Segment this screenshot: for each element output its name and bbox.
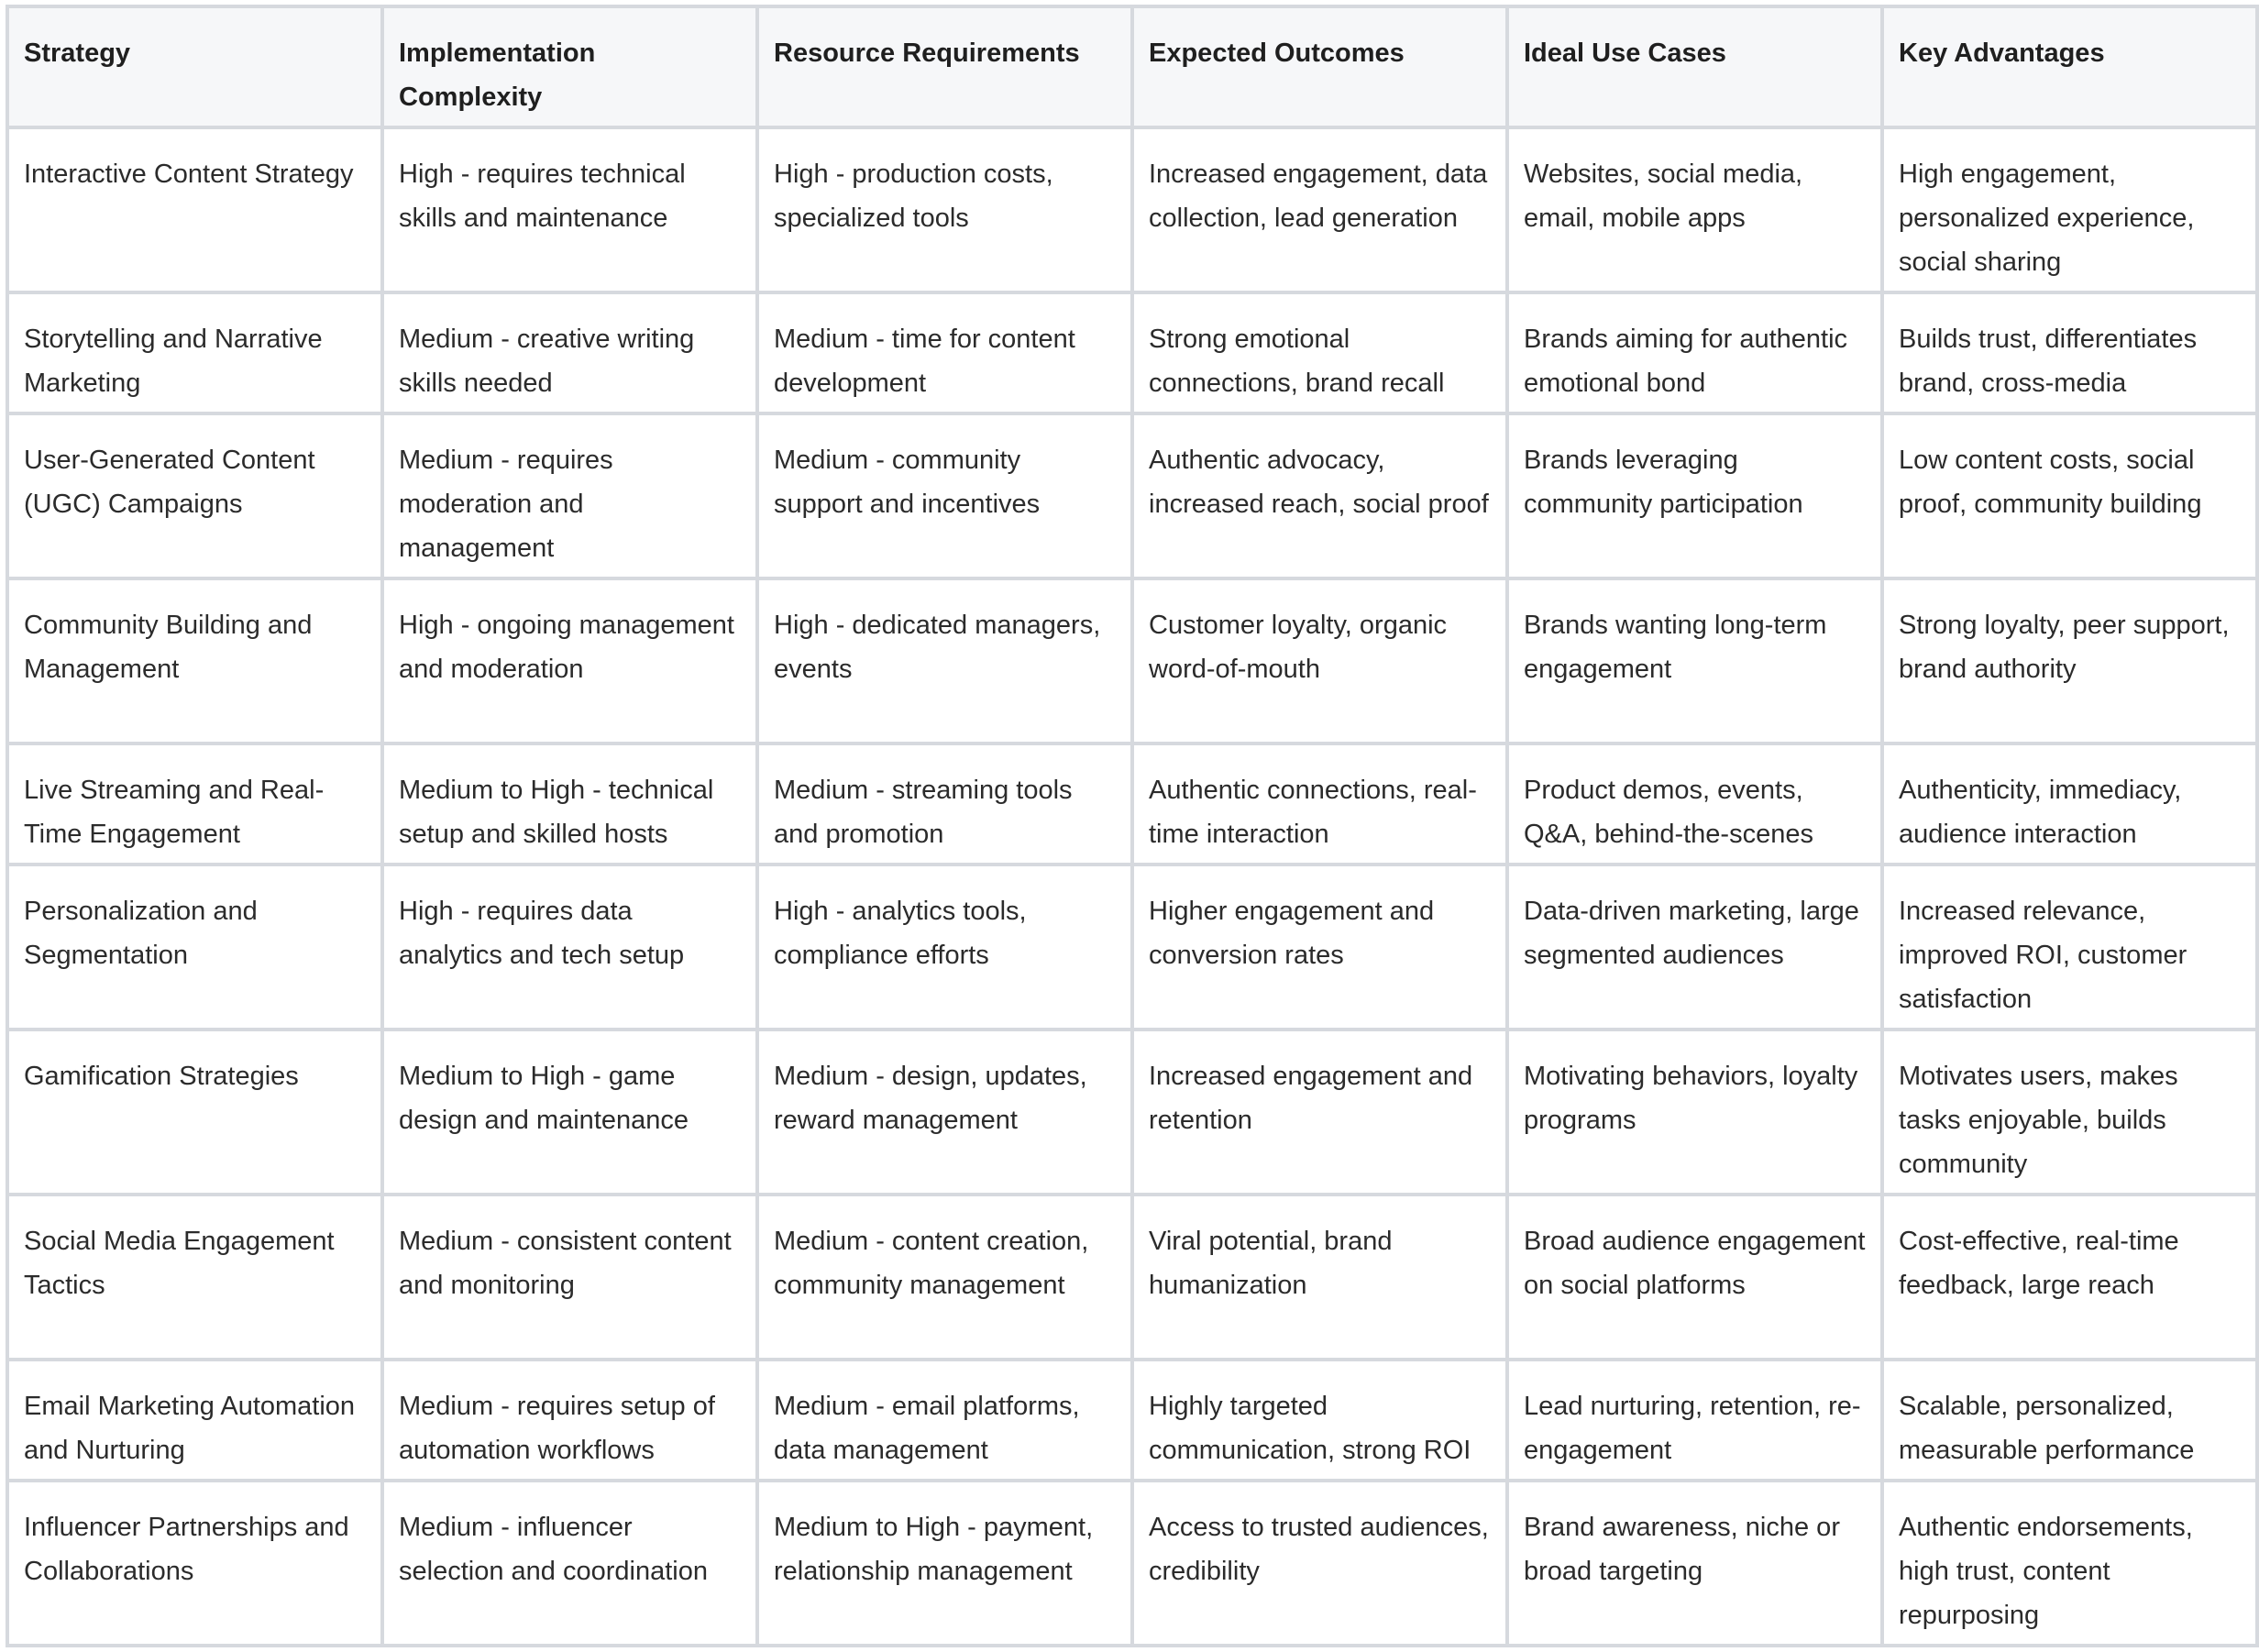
cell-ideal-use-cases: Product demos, events, Q&A, behind-the-scenes [1507,743,1882,865]
cell-key-advantages: Increased relevance, improved ROI, customer satisfaction [1882,865,2257,1030]
cell-strategy: Personalization and Segmentation [7,865,382,1030]
cell-ideal-use-cases: Broad audience engagement on social platforms [1507,1195,1882,1360]
cell-expected-outcomes: Customer loyalty, organic word-of-mouth [1132,578,1507,743]
cell-ideal-use-cases: Brands wanting long-term engagement [1507,578,1882,743]
strategy-comparison-table [6,5,2259,1647]
cell-key-advantages: Low content costs, social proof, community building [1882,413,2257,578]
cell-key-advantages: High engagement, personalized experience, social sharing [1882,127,2257,292]
cell-ideal-use-cases: Brand awareness, niche or broad targeting [1507,1481,1882,1646]
table-row [7,743,2257,865]
cell-expected-outcomes: Highly targeted communication, strong ROI [1132,1360,1507,1481]
cell-key-advantages: Cost-effective, real-time feedback, large reach [1882,1195,2257,1360]
cell-implementation-complexity: Medium - influencer selection and coordination [382,1481,757,1646]
cell-implementation-complexity: Medium - requires setup of automation workflows [382,1360,757,1481]
cell-implementation-complexity: High - ongoing management and moderation [382,578,757,743]
cell-implementation-complexity: Medium to High - game design and maintenance [382,1030,757,1195]
table-row [7,1360,2257,1481]
cell-strategy: Social Media Engagement Tactics [7,1195,382,1360]
cell-strategy: Influencer Partnerships and Collaborations [7,1481,382,1646]
cell-resource-requirements: Medium to High - payment, relationship management [757,1481,1132,1646]
cell-strategy: Email Marketing Automation and Nurturing [7,1360,382,1481]
header-strategy: Strategy [7,6,382,127]
cell-ideal-use-cases: Websites, social media, email, mobile apps [1507,127,1882,292]
cell-strategy: Interactive Content Strategy [7,127,382,292]
cell-expected-outcomes: Authentic advocacy, increased reach, social proof [1132,413,1507,578]
header-implementation-complexity: Implementation Complexity [382,6,757,127]
cell-resource-requirements: High - dedicated managers, events [757,578,1132,743]
table-row [7,1481,2257,1646]
header-resource-requirements: Resource Requirements [757,6,1132,127]
cell-resource-requirements: Medium - streaming tools and promotion [757,743,1132,865]
header-ideal-use-cases: Ideal Use Cases [1507,6,1882,127]
cell-implementation-complexity: Medium - consistent content and monitoring [382,1195,757,1360]
cell-strategy: Live Streaming and Real-Time Engagement [7,743,382,865]
table-header-row [7,6,2257,127]
table-row [7,578,2257,743]
cell-resource-requirements: Medium - community support and incentives [757,413,1132,578]
cell-ideal-use-cases: Lead nurturing, retention, re-engagement [1507,1360,1882,1481]
cell-resource-requirements: Medium - design, updates, reward management [757,1030,1132,1195]
cell-implementation-complexity: Medium to High - technical setup and skilled hosts [382,743,757,865]
table-row [7,127,2257,292]
cell-strategy: Gamification Strategies [7,1030,382,1195]
cell-strategy: Storytelling and Narrative Marketing [7,292,382,413]
cell-expected-outcomes: Access to trusted audiences, credibility [1132,1481,1507,1646]
table-row [7,292,2257,413]
cell-expected-outcomes: Viral potential, brand humanization [1132,1195,1507,1360]
header-expected-outcomes: Expected Outcomes [1132,6,1507,127]
cell-implementation-complexity: High - requires technical skills and maintenance [382,127,757,292]
cell-implementation-complexity: Medium - creative writing skills needed [382,292,757,413]
cell-ideal-use-cases: Motivating behaviors, loyalty programs [1507,1030,1882,1195]
cell-resource-requirements: High - analytics tools, compliance efforts [757,865,1132,1030]
table-row [7,1195,2257,1360]
cell-strategy: Community Building and Management [7,578,382,743]
cell-key-advantages: Builds trust, differentiates brand, cross-media [1882,292,2257,413]
cell-resource-requirements: Medium - content creation, community management [757,1195,1132,1360]
cell-ideal-use-cases: Data-driven marketing, large segmented audiences [1507,865,1882,1030]
cell-implementation-complexity: Medium - requires moderation and management [382,413,757,578]
cell-expected-outcomes: Increased engagement, data collection, lead generation [1132,127,1507,292]
cell-expected-outcomes: Higher engagement and conversion rates [1132,865,1507,1030]
cell-ideal-use-cases: Brands aiming for authentic emotional bond [1507,292,1882,413]
cell-expected-outcomes: Strong emotional connections, brand recall [1132,292,1507,413]
header-key-advantages: Key Advantages [1882,6,2257,127]
cell-strategy: User-Generated Content (UGC) Campaigns [7,413,382,578]
cell-ideal-use-cases: Brands leveraging community participation [1507,413,1882,578]
cell-expected-outcomes: Authentic connections, real-time interaction [1132,743,1507,865]
cell-key-advantages: Strong loyalty, peer support, brand authority [1882,578,2257,743]
table-container [6,5,2259,1647]
cell-expected-outcomes: Increased engagement and retention [1132,1030,1507,1195]
cell-key-advantages: Scalable, personalized, measurable performance [1882,1360,2257,1481]
cell-key-advantages: Authentic endorsements, high trust, content repurposing [1882,1481,2257,1646]
table-row [7,865,2257,1030]
cell-resource-requirements: High - production costs, specialized tools [757,127,1132,292]
table-row [7,1030,2257,1195]
cell-implementation-complexity: High - requires data analytics and tech setup [382,865,757,1030]
cell-key-advantages: Authenticity, immediacy, audience interaction [1882,743,2257,865]
table-row [7,413,2257,578]
cell-resource-requirements: Medium - time for content development [757,292,1132,413]
cell-resource-requirements: Medium - email platforms, data management [757,1360,1132,1481]
cell-key-advantages: Motivates users, makes tasks enjoyable, builds community [1882,1030,2257,1195]
